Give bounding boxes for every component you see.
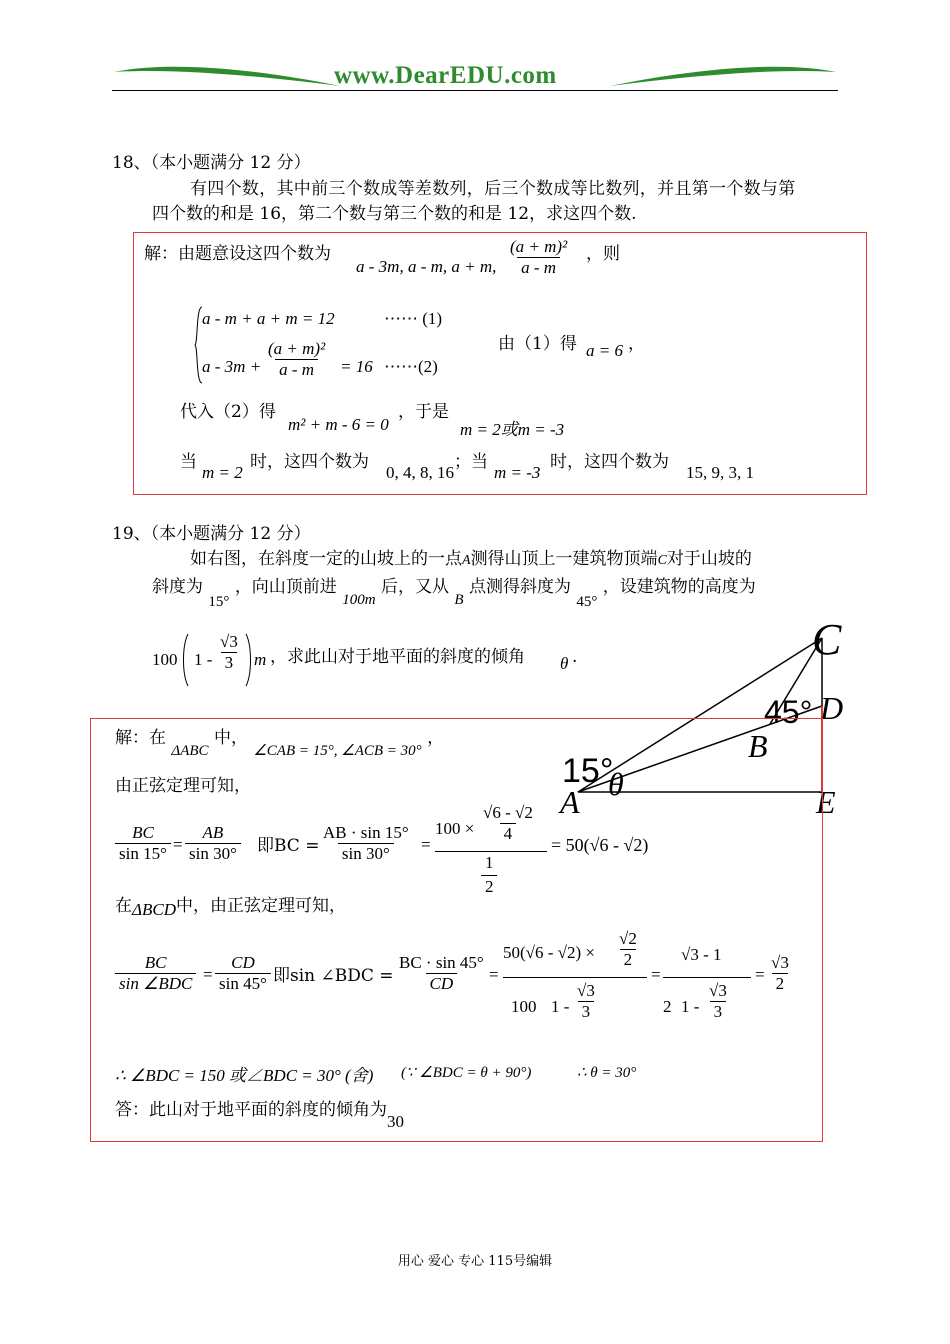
q19-eq1-two: 2	[485, 877, 494, 896]
q18-eq2-tag: ⋯⋯(2)	[384, 357, 438, 376]
q18-eq2-right: = 16	[340, 357, 373, 376]
q19-answer	[115, 1099, 404, 1131]
q19-eq2-sinbdc: sin ∠BDC	[115, 973, 196, 994]
q19-eq1-f1	[115, 823, 171, 864]
q19-eq2-sin45: sin 45°	[215, 973, 271, 994]
q19-point-c: C	[657, 553, 667, 568]
q19-line1	[190, 548, 752, 572]
header-leaf-left	[112, 62, 342, 92]
q19-paren-right	[244, 632, 252, 688]
q19-eq2-s3frac	[573, 981, 599, 1022]
header-rule	[112, 90, 838, 91]
q19-conc2: (∵ ∠BDC = θ + 90°)	[401, 1065, 532, 1081]
footer: 用心 爱心 专心 115号编辑	[397, 1254, 553, 1269]
q19-height-unit: m	[254, 650, 267, 669]
q18-m1: m = 2	[202, 463, 243, 482]
q19-dist: 100m	[342, 592, 376, 608]
q19-tri2: ΔBCD	[132, 900, 176, 919]
q19-eq2-ji: 即sin ∠BDC =	[273, 966, 394, 986]
q18-when1: 当	[180, 452, 197, 472]
q19-tri2b: 中，由正弦定理可知，	[175, 896, 346, 916]
q18-a-val: a = 6	[586, 341, 623, 360]
q19-ans-val: 30	[387, 1112, 404, 1131]
q19-ans: 答：此山对于地平面的斜度的倾角为	[115, 1100, 387, 1120]
q19-line2	[152, 576, 756, 610]
q18-sub2: 代入（2）得	[180, 402, 276, 422]
q19-eq2-f4	[503, 929, 653, 1039]
q18-sol-then: ，则	[586, 244, 620, 264]
q19-sol1a: 解：在	[115, 728, 166, 748]
q19-eq1-sq62: √6 - √2	[483, 803, 533, 822]
q19-eq2-1m2: 1 -	[681, 997, 700, 1016]
q18-title: 18、（本小题满分 12 分）	[112, 153, 311, 173]
q19-eq2-sq2frac	[615, 929, 641, 970]
q19-sol1b: 中，	[213, 728, 248, 748]
q19-line3-text: ，求此山对于地平面的斜度的倾角	[270, 647, 525, 667]
q19-eq2-1m: 1 -	[551, 997, 570, 1016]
q18-sol-prefix: 解：由题意设这四个数为	[144, 244, 331, 264]
q19-line1a: 如右图，在斜度一定的山坡上的一点	[190, 549, 462, 569]
q19-eq2-50: 50(√6 - √2) ×	[503, 943, 595, 962]
q19-line2a: 斜度为	[152, 577, 203, 597]
q19-sol1-comma: ，	[427, 728, 445, 748]
q18-from1: 由（1）得	[498, 334, 577, 354]
q19-title: 19、（本小题满分 12 分）	[112, 524, 311, 544]
q19-line2b: ，向山顶前进	[234, 577, 337, 597]
q19-eq1-ab: AB	[202, 823, 224, 842]
q19-height-pre: 100	[152, 650, 178, 669]
q19-eq1-res: = 50(√6 - √2)	[551, 835, 649, 855]
q18-so: ，于是	[398, 402, 449, 422]
q18-sol-frac	[506, 237, 571, 278]
q19-eq1-four: 4	[500, 823, 517, 844]
q18-when2b: 时，这四个数为	[550, 452, 669, 472]
q18-frac-den: a - m	[517, 257, 560, 278]
q19-tri1: ΔABC	[171, 743, 209, 759]
q18-eq2-left: a - 3m +	[202, 357, 262, 376]
q18-solution-box	[133, 232, 867, 495]
q18-when1b: 时，这四个数为	[250, 452, 369, 472]
fig-label-d: D	[820, 690, 844, 726]
q19-eq2-sq2: √2	[619, 929, 637, 948]
q19-line1c: 对于山坡的	[666, 549, 752, 569]
fig-label-b: B	[748, 728, 768, 764]
q19-dot: .	[572, 647, 578, 667]
q19-eq1-100x: 100 ×	[435, 819, 475, 838]
q19-eq1-bc: BC	[132, 823, 154, 842]
q18-roots: m = 2或m = -3	[460, 420, 565, 439]
q19-tri2a: 在	[115, 896, 132, 916]
header-site: www.DearEDU.com	[334, 62, 557, 89]
q19-eq1-f2	[185, 823, 241, 864]
q19-eq1-f3	[319, 823, 413, 864]
q19-eq2-bc: BC	[144, 953, 167, 972]
q19-eqrow1: $\frac{BC}{\sin 15^\circ}$ = $\frac{AB}{\sin 30^\circ}$ 即BC = $\frac{AB \cdot \sin 15^\circ}{\sin 30^\circ}$ = 100 × $\frac{√6 - √2}{4}$ 1 2 = 50(√6 - √2)	[115, 809, 815, 899]
q18-line2: 四个数的和是 16，第二个数与第三个数的和是 12，求这四个数.	[152, 204, 637, 224]
fig-label-a: A	[560, 784, 580, 820]
q19-line2c: 后，又从	[380, 577, 449, 597]
q19-conclusion	[115, 1057, 815, 1087]
q19-paren-left	[182, 632, 190, 688]
q19-point-b: B	[454, 592, 464, 608]
q19-eq2-3b: 3	[710, 1001, 727, 1022]
q19-conc3: ∴ θ = 30°	[577, 1065, 637, 1081]
q19-eq2-f1	[115, 953, 196, 994]
q18-eq2-den: a - m	[275, 359, 318, 380]
fig-label-e: E	[816, 784, 836, 820]
q18-from1-end: ，	[628, 334, 645, 354]
q19-eq2-f5	[663, 929, 755, 1039]
q18-eq2-frac	[264, 339, 329, 380]
q18-line1: 有四个数，其中前三个数成等差数列，后三个数成等比数列，并且第一个数与第	[190, 179, 796, 199]
q19-eq2-s3b: √3	[709, 981, 727, 1000]
q19-eqrow2: BC sin ∠BDC = $\frac{CD}{\sin 45^\circ}$ 即sin ∠BDC = $\frac{BC \cdot \sin 45^\circ}{CD}$ = 50(√6 - √2) × $\frac{√2}{2}$ 100 1 - $\frac{√3}{3}$ = √3 - 1 2 1 - $\frac{√3}{3}$ = $\frac{√3}{2}$	[115, 929, 815, 1039]
q19-eq2-cd2: CD	[426, 973, 458, 994]
q19-eq1-sin15: sin 15°	[115, 843, 171, 864]
q19-point-a: A	[462, 553, 471, 568]
q18-set1: 0, 4, 8, 16	[386, 463, 454, 482]
q19-line2d: 点测得斜度为	[468, 577, 571, 597]
q19-height-frac	[216, 632, 242, 673]
q19-eq1-absin: AB · sin 15°	[323, 823, 409, 842]
q19-ang15: 15°	[208, 594, 230, 610]
q19-conc1: ∴ ∠BDC = 150 或∠BDC = 30° (舍)	[115, 1066, 374, 1085]
q19-eq1-one: 1	[485, 853, 494, 872]
fig-label-theta: θ	[608, 766, 624, 802]
fig-label-a15: 15°	[562, 752, 614, 790]
q19-tri2-line	[115, 895, 346, 917]
q19-eq1-sin30b: sin 30°	[338, 843, 394, 864]
q18-eq1: a - m + a + m = 12	[202, 309, 335, 328]
q19-eq2-bcsin45: BC · sin 45°	[399, 953, 484, 972]
q18-when2: ；当	[454, 452, 488, 472]
q19-angles: ∠CAB = 15°, ∠ACB = 30°	[253, 743, 422, 759]
q18-frac-num: (a + m)²	[510, 237, 568, 256]
fig-label-a45: 45°	[764, 694, 813, 730]
q19-line1b: 测得山顶上一建筑物顶端	[470, 549, 658, 569]
q18-eq2-num: (a + m)²	[268, 339, 326, 358]
q19-height-in: 1 -	[194, 650, 213, 669]
q19-eq1-f4	[435, 803, 555, 899]
q19-eq2-s3m1: √3 - 1	[681, 945, 722, 964]
q19-eq1-ji: 即BC =	[257, 836, 320, 856]
q19-eq2-res-num: √3	[771, 953, 789, 972]
q18-m2: m = -3	[494, 463, 541, 482]
q19-eq2-two: 2	[620, 949, 637, 970]
header-leaf-right	[608, 62, 838, 92]
q19-sine1: 由正弦定理可知，	[115, 776, 251, 796]
q19-ang45: 45°	[576, 594, 598, 610]
q19-theta: θ	[560, 654, 569, 673]
q19-eq2-res-den: 2	[772, 973, 789, 994]
q19-eq2-s3: √3	[577, 981, 595, 1000]
q18-quad: m² + m - 6 = 0	[288, 415, 389, 434]
q19-eq2-3: 3	[578, 1001, 595, 1022]
q19-eq1-inner	[479, 803, 537, 844]
q18-set2: 15, 9, 3, 1	[686, 463, 754, 482]
q19-height-three: 3	[221, 652, 238, 673]
fig-label-c: C	[812, 615, 842, 664]
q19-height-sqrt3: √3	[220, 632, 238, 651]
q19-eq2-f3	[395, 953, 488, 994]
q19-eq2-cd: CD	[231, 953, 255, 972]
q19-eq2-f2	[215, 953, 271, 994]
q18-eq1-tag: ⋯⋯ (1)	[384, 309, 443, 328]
q19-sol1	[115, 727, 445, 759]
q19-line2e: ，设建筑物的高度为	[602, 577, 756, 597]
q19-eq1-sin30: sin 30°	[185, 843, 241, 864]
q19-eq2-res	[767, 953, 793, 994]
q19-solution-box	[90, 718, 823, 1142]
q18-sol-terms: a - 3m, a - m, a + m,	[356, 257, 497, 276]
q19-eq2-2: 2	[663, 997, 672, 1016]
q19-eq2-s3frac2	[705, 981, 731, 1022]
q19-eq2-100: 100	[511, 997, 537, 1016]
